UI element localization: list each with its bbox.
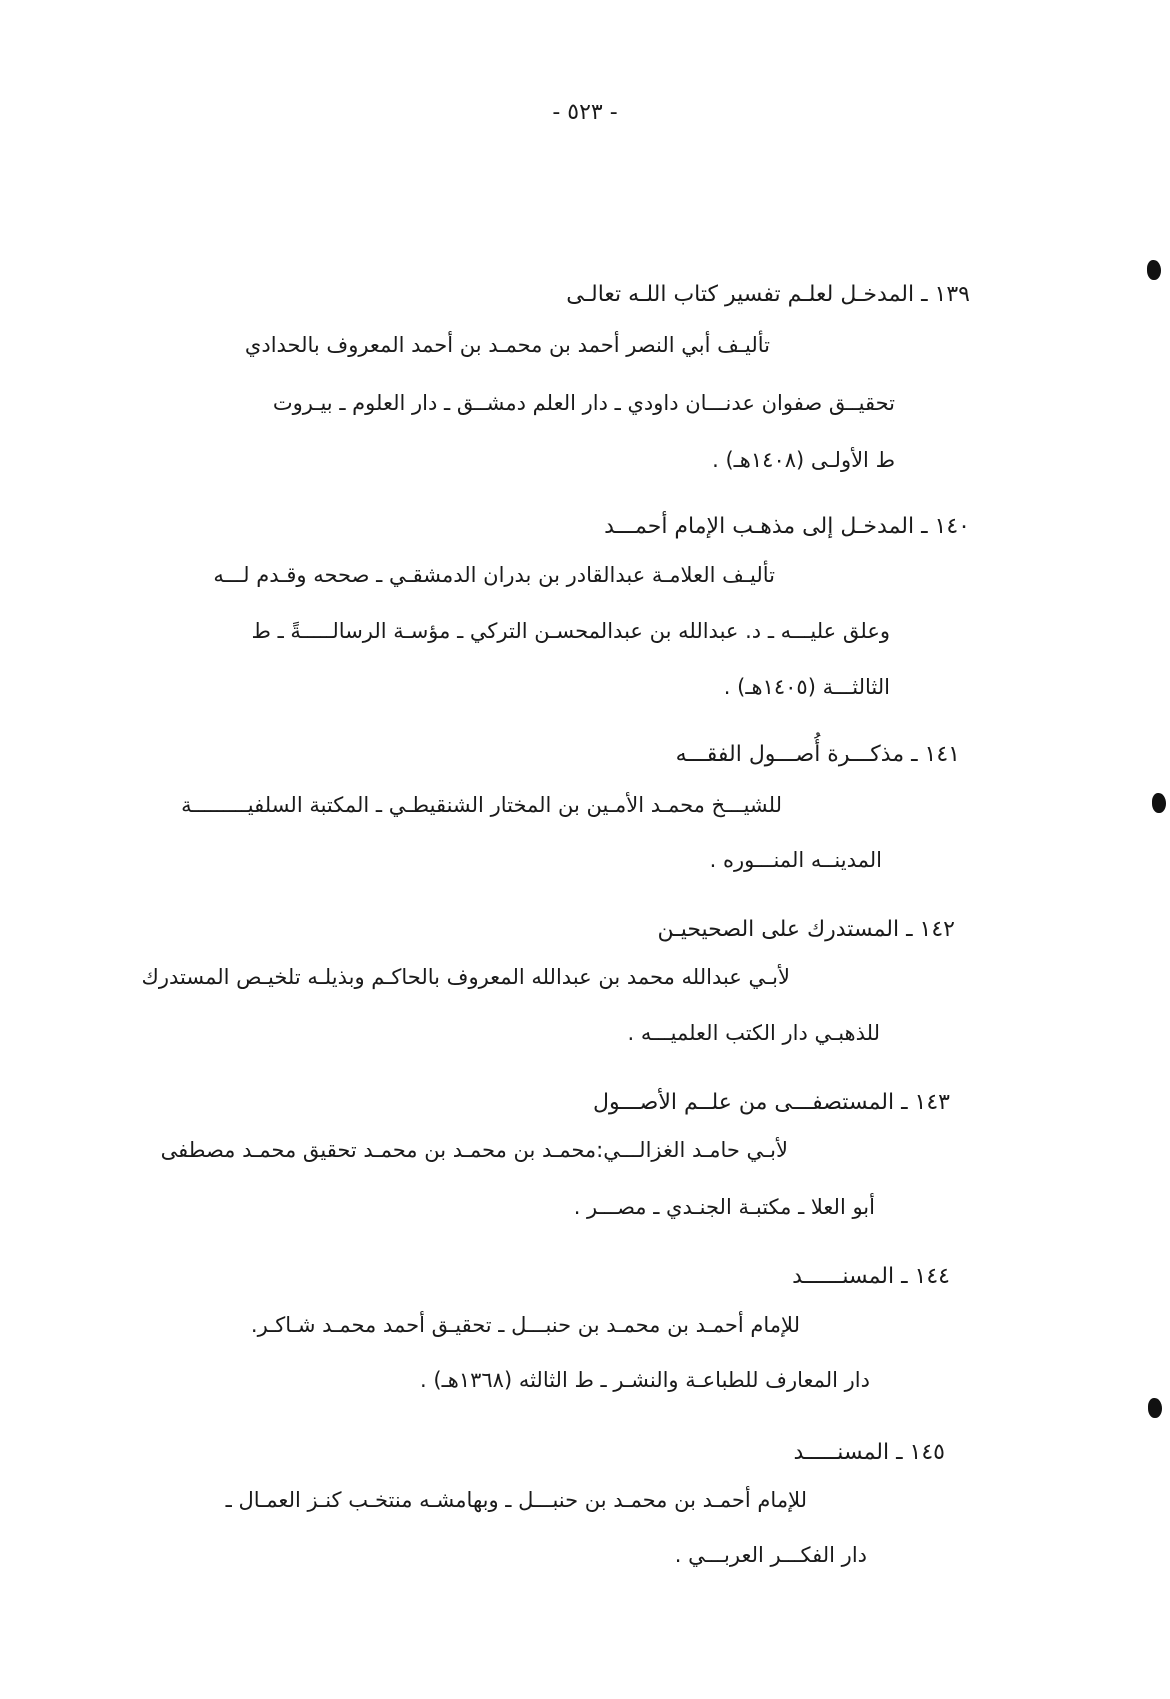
entry-title-143: ١٤٣ ـ المستصفـــى من علــم الأصـــول [592,1090,950,1115]
entry-line: دار المعارف للطباعـة والنشـر ـ ط الثالثه (١٣٦٨هـ) . [420,1368,870,1392]
entry-line: دار الفكـــر العربـــي . [674,1543,867,1567]
entry-line: وعلق عليـــه ـ د. عبدالله بن عبدالمحسـن التركي ـ مؤسـة الرسالـــــةً ـ ط [251,619,890,643]
entry-line: الثالثـــة (١٤٠٥هـ) . [723,675,890,699]
entry-line: تأليـف أبي النصر أحمد بن محمـد بن أحمد المعروف بالحدادي [244,333,770,357]
entry-line: للإمام أحمـد بن محمـد بن حنبـــل ـ وبهامشـه منتخـب كنـز العمـال ـ [225,1488,807,1512]
entry-title-139: ١٣٩ ـ المدخـل لعلـم تفسير كتاب اللـه تعالـى [566,282,970,307]
entry-title-144: ١٤٤ ـ المسنــــــد [792,1264,950,1289]
entry-line: للإمام أحمـد بن محمـد بن حنبـــل ـ تحقيـق أحمد محمـد شـاكـر. [250,1313,800,1337]
entry-line: تأليـف العلامـة عبدالقادر بن بدران الدمشقـي ـ صححه وقـدم لـــه [213,563,775,587]
entry-title-140: ١٤٠ ـ المدخـل إلى مذهـب الإمام أحمـــد [604,514,970,539]
entry-line: ط الأولـى (١٤٠٨هـ) . [712,448,895,472]
entry-line: للذهبـي دار الكتب العلميـــه . [627,1021,880,1045]
punch-hole-mark [1147,260,1161,280]
entry-title-145: ١٤٥ ـ المسنـــــد [793,1440,945,1465]
entry-line: للشيـــخ محمـد الأمـين بن المختار الشنقيطـي ـ المكتبة السلفيـــــــــة [181,793,782,817]
entry-line: المدينــه المنـــوره . [709,848,882,872]
entry-title-141: ١٤١ ـ مذكـــرة أُصـــول الفقـــه [675,742,960,767]
entry-line: لأبـي حامـد الغزالـــي:محمـد بن محمـد بن محمـد تحقيق محمـد مصطفى [160,1138,788,1162]
entry-line: تحقيــق صفوان عدنـــان داودي ـ دار العلم دمشــق ـ دار العلوم ـ بيـروت [272,391,895,415]
punch-hole-mark [1152,793,1166,813]
punch-hole-mark [1148,1398,1162,1418]
page-number: - ٥٢٣ - [552,100,618,125]
entry-line: لأبـي عبدالله محمد بن عبدالله المعروف بالحاكـم وبذيلـه تلخيـص المستدرك [141,965,790,989]
entry-title-142: ١٤٢ ـ المستدرك على الصحيحيـن [657,917,955,942]
entry-line: أبو العلا ـ مكتبـة الجنـدي ـ مصـــر . [573,1195,875,1219]
